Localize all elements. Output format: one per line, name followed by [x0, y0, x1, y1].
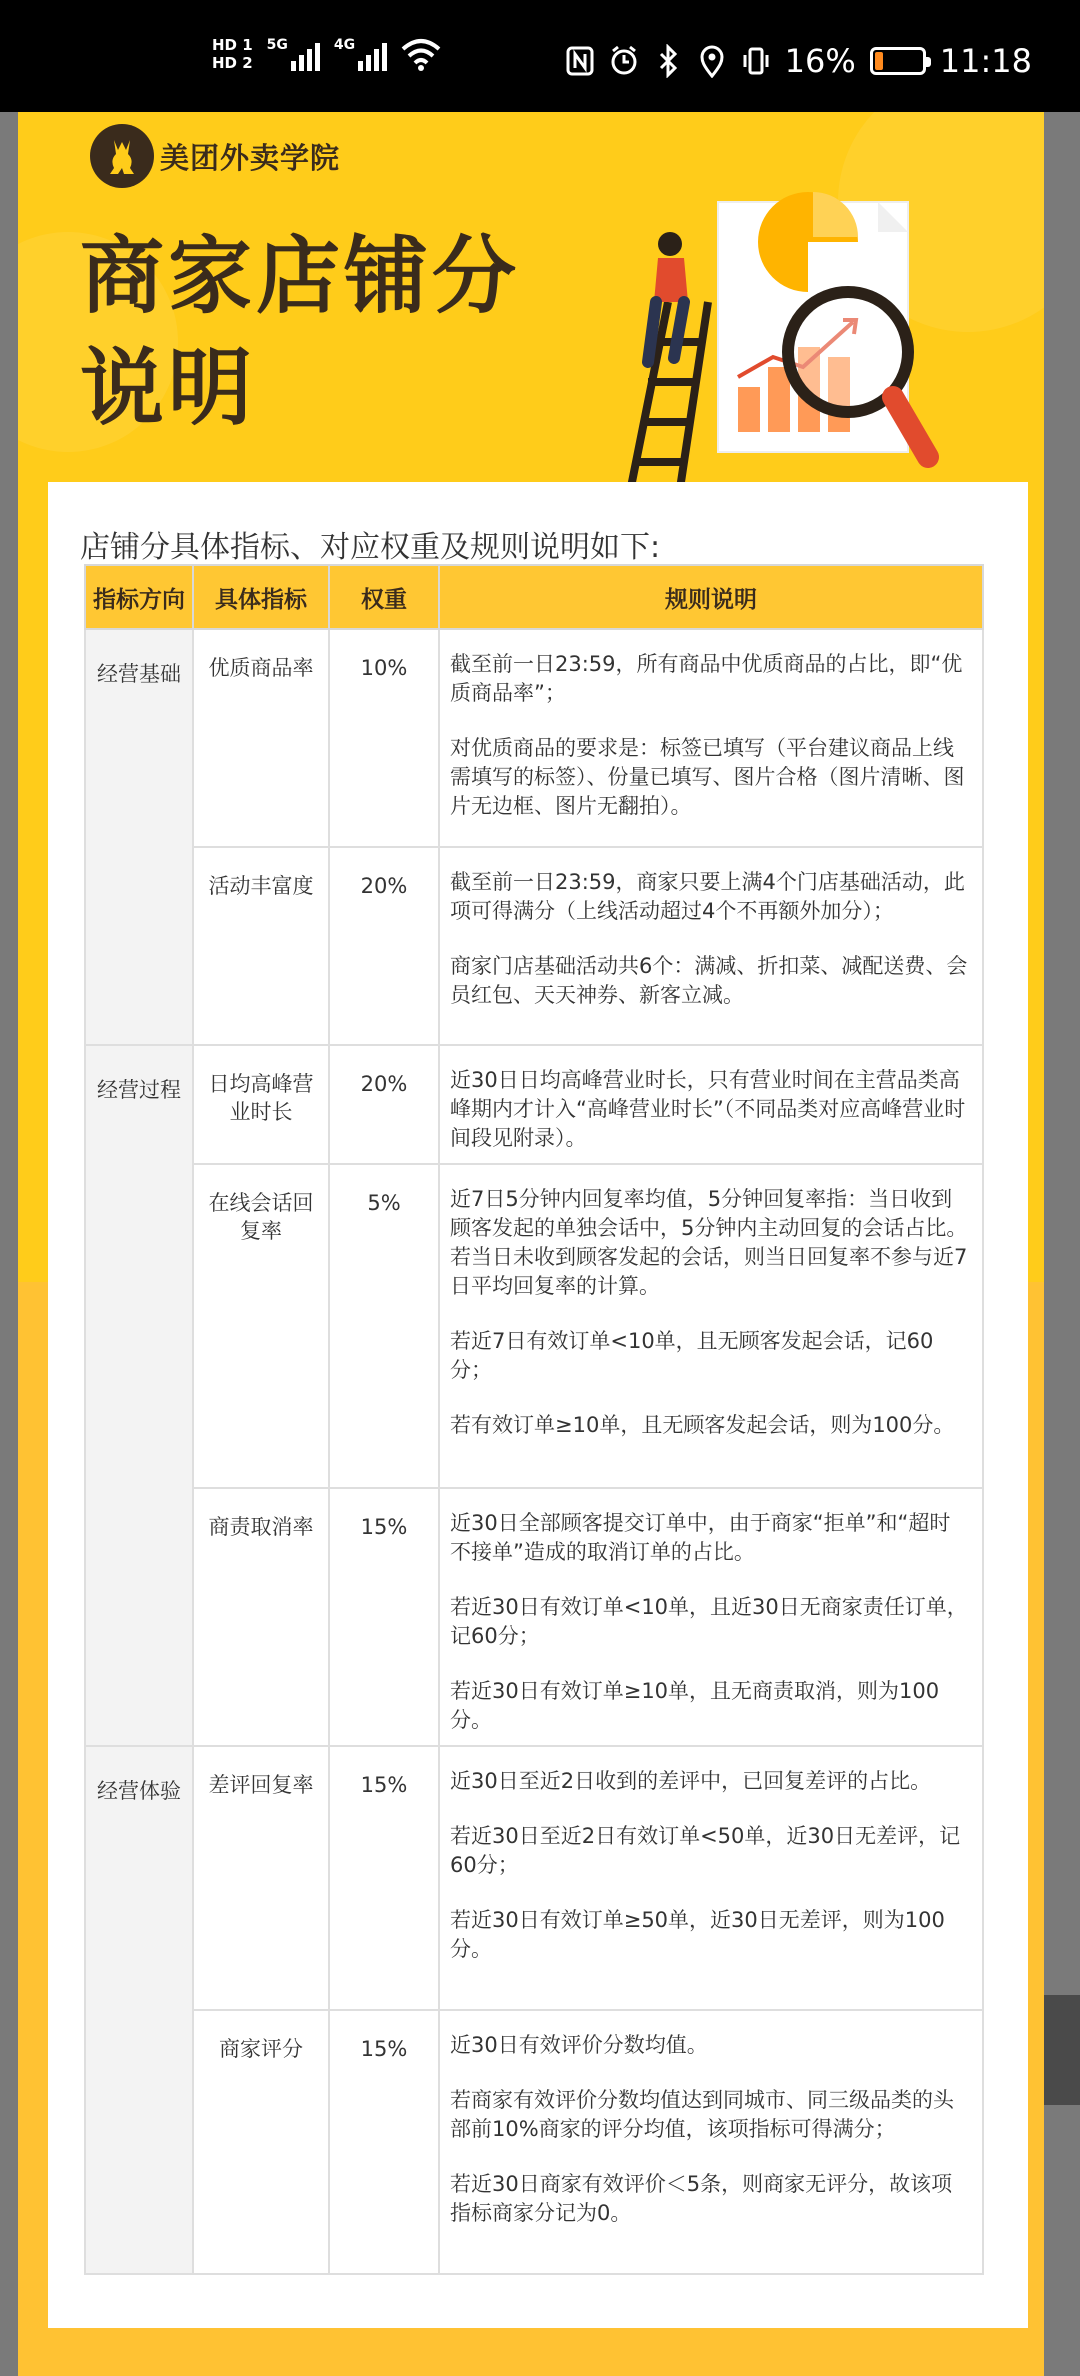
header-indicator: 具体指标: [193, 565, 329, 629]
weight-cell: 15%: [329, 1488, 439, 1746]
hd1-label: HD 1: [212, 36, 253, 54]
poster-title: 商家店铺分说明: [80, 227, 521, 437]
intro-text: 店铺分具体指标、对应权重及规则说明如下:: [80, 530, 661, 565]
location-icon: [697, 44, 727, 78]
weight-cell: 10%: [329, 629, 439, 847]
status-bar: [0, 0, 1080, 112]
rule-text: 若近30日有效订单≥10单，且无商责取消，则为100分。: [450, 1679, 940, 1732]
poster-image: [18, 112, 1044, 2376]
battery-icon: [870, 47, 926, 75]
rule-cell: [439, 2010, 983, 2274]
rule-text: 近30日有效评价分数均值。: [450, 2033, 708, 2057]
direction-cell: 经营体验: [85, 1746, 193, 2274]
rule-text: 若有效订单≥10单，且无顾客发起会话，则为100分。: [450, 1413, 955, 1437]
table-row: [85, 1045, 983, 1164]
header-rules: 规则说明: [439, 565, 983, 629]
rule-text: 若近30日至近2日有效订单<50单，近30日无差评，记60分；: [450, 1824, 961, 1877]
brand-logo: [90, 124, 340, 188]
status-left: [212, 36, 441, 72]
table-row: [85, 1488, 983, 1746]
weight-cell: 20%: [329, 1045, 439, 1164]
weight-cell: 15%: [329, 2010, 439, 2274]
indicator-cell: 差评回复率: [193, 1746, 329, 2010]
table-row: [85, 847, 983, 1045]
net1-label: 5G: [266, 37, 288, 53]
signal-4g-icon: [334, 37, 387, 71]
rule-text: 对优质商品的要求是：标签已填写（平台建议商品上线需填写的标签）、份量已填写、图片合格（图片清晰、图片无边框、图片无翻拍）。: [450, 736, 965, 818]
rule-text: 近30日至近2日收到的差评中，已回复差评的占比。: [450, 1769, 932, 1793]
rule-text: 若近30日有效订单<10单，且近30日无商家责任订单，记60分；: [450, 1595, 968, 1648]
hd-indicator: [212, 36, 253, 72]
hd2-label: HD 2: [212, 54, 253, 72]
table-row: [85, 2010, 983, 2274]
brand-logo-text: 美团外卖学院: [160, 140, 341, 175]
indicator-cell: 在线会话回复率: [193, 1164, 329, 1488]
rule-text: 若近30日商家有效评价＜5条，则商家无评分，故该项指标商家分记为0。: [450, 2172, 953, 2225]
rule-text: 近30日全部顾客提交订单中，由于商家“拒单”和“超时不接单”造成的取消订单的占比。: [450, 1511, 951, 1564]
rule-cell: [439, 847, 983, 1045]
wifi-icon: [401, 37, 441, 71]
vibrate-icon: [741, 44, 771, 78]
header-weight: 权重: [329, 565, 439, 629]
score-table: [84, 564, 984, 2275]
status-right: [565, 42, 1032, 80]
indicator-cell: 日均高峰营业时长: [193, 1045, 329, 1164]
battery-percent: 16%: [784, 42, 856, 80]
rule-cell: [439, 1488, 983, 1746]
rule-text: 近30日日均高峰营业时长，只有营业时间在主营品类高峰期内才计入“高峰营业时长”（不同品类对应高峰营业时间段见附录）。: [450, 1068, 966, 1150]
table-row: [85, 1746, 983, 2010]
indicator-cell: 商责取消率: [193, 1488, 329, 1746]
table-row: [85, 629, 983, 847]
rule-cell: [439, 629, 983, 847]
rule-text: 若商家有效评价分数均值达到同城市、同三级品类的头部前10%商家的评分均值，该项指标可得满分；: [450, 2088, 954, 2141]
net2-label: 4G: [333, 37, 356, 53]
direction-cell: 经营基础: [85, 629, 193, 1045]
rule-cell: [439, 1746, 983, 2010]
rule-text: 商家门店基础活动共6个：满减、折扣菜、减配送费、会员红包、天天神券、新客立减。: [450, 954, 968, 1007]
table-header-row: [85, 565, 983, 629]
direction-cell: 经营过程: [85, 1045, 193, 1746]
alarm-icon: [609, 44, 639, 78]
weight-cell: 20%: [329, 847, 439, 1045]
rule-text: 截至前一日23:59，所有商品中优质商品的占比，即“优质商品率”；: [450, 652, 963, 705]
rule-cell: [439, 1164, 983, 1488]
signal-5g-icon: [267, 37, 320, 71]
rule-text: 若近7日有效订单<10单，且无顾客发起会话，记60分；: [450, 1329, 934, 1382]
weight-cell: 5%: [329, 1164, 439, 1488]
indicator-cell: 活动丰富度: [193, 847, 329, 1045]
rule-text: 截至前一日23:59，商家只要上满4个门店基础活动，此项可得满分（上线活动超过4个不再额外加分）；: [450, 870, 965, 923]
kangaroo-logo-icon: [90, 124, 154, 188]
clock: 11:18: [939, 42, 1032, 80]
nfc-icon: [565, 44, 595, 78]
battery-level: [875, 52, 883, 70]
table-row: [85, 1164, 983, 1488]
analytics-illustration-icon: [608, 172, 968, 502]
side-drawer-handle[interactable]: [1044, 1995, 1080, 2105]
bluetooth-icon: [653, 44, 683, 78]
weight-cell: 15%: [329, 1746, 439, 2010]
header-direction: 指标方向: [85, 565, 193, 629]
rule-text: 近7日5分钟内回复率均值，5分钟回复率指：当日收到顾客发起的单独会话中，5分钟内主动回复的会话占比。若当日未收到顾客发起的会话，则当日回复率不参与近7日平均回复率的计算。: [450, 1187, 968, 1298]
content-card: [48, 482, 1028, 2328]
indicator-cell: 商家评分: [193, 2010, 329, 2274]
rule-cell: [439, 1045, 983, 1164]
rule-text: 若近30日有效订单≥50单，近30日无差评，则为100分。: [450, 1908, 945, 1961]
indicator-cell: 优质商品率: [193, 629, 329, 847]
